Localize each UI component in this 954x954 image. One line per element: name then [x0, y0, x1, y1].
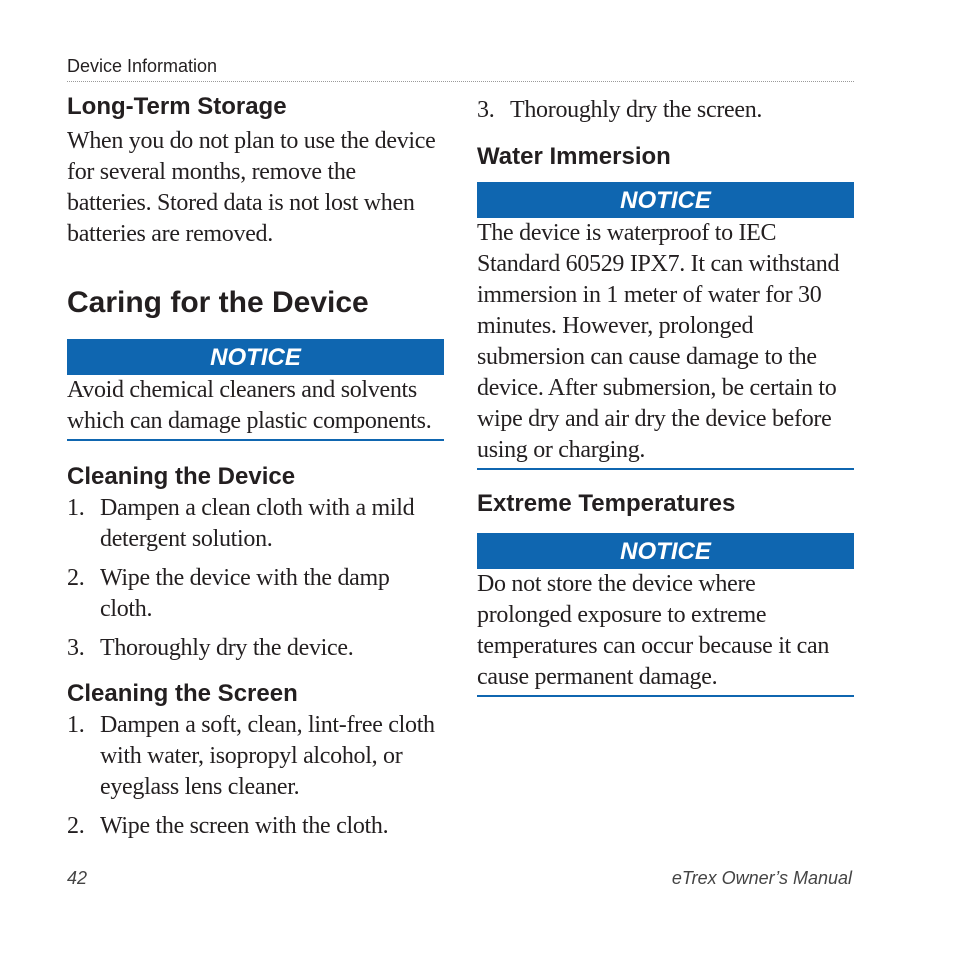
- left-column: [67, 92, 444, 842]
- header-divider: [67, 81, 854, 82]
- list-item: [67, 633, 444, 664]
- step-text: Dampen a soft, clean, lint-free cloth with water, isopropyl alcohol, or eyeglass lens cleaner.: [100, 712, 435, 800]
- long-term-storage-heading: Long-Term Storage: [67, 93, 287, 120]
- step-number: 3.: [67, 635, 85, 661]
- running-header: Device Information: [67, 56, 218, 76]
- caring-notice: [67, 339, 444, 441]
- extreme-notice-text: Do not store the device where prolonged exposure to extreme temperatures can occur because it can cause permanent damage.: [477, 571, 830, 690]
- step-text: Wipe the screen with the cloth.: [100, 813, 389, 839]
- page-number: 42: [67, 868, 88, 888]
- notice-label: NOTICE: [477, 533, 854, 569]
- step-text: Thoroughly dry the screen.: [510, 97, 763, 123]
- water-immersion-heading: Water Immersion: [477, 143, 671, 170]
- list-item: [67, 563, 444, 625]
- step-number: 2.: [67, 813, 85, 839]
- list-item: [67, 811, 444, 842]
- notice-label: NOTICE: [67, 339, 444, 375]
- step-number: 1.: [67, 495, 85, 521]
- step-number: 1.: [67, 712, 85, 738]
- caring-heading: Caring for the Device: [67, 286, 369, 319]
- cleaning-device-steps: [67, 493, 444, 664]
- water-notice-text: The device is waterproof to IEC Standard 60529 IPX7. It can withstand immersion in 1 meter of water for 30 minutes. However, prolonged submersion can cause damage to the device. After submersion, be certain to wipe dry and air dry the device before using or charging.: [477, 220, 840, 463]
- notice-label: NOTICE: [477, 182, 854, 218]
- cleaning-screen-steps: [67, 710, 444, 842]
- list-item: [67, 710, 444, 803]
- extreme-temperatures-heading: Extreme Temperatures: [477, 490, 736, 517]
- cleaning-screen-steps-continued: [477, 95, 854, 126]
- caring-notice-text: Avoid chemical cleaners and solvents which can damage plastic components.: [67, 377, 432, 434]
- water-notice: [477, 182, 854, 470]
- manual-title: eTrex Owner’s Manual: [671, 868, 852, 888]
- long-term-storage-text: When you do not plan to use the device for several months, remove the batteries. Stored data is not lost when batteries are removed.: [67, 128, 436, 247]
- right-column: [477, 92, 854, 697]
- step-number: 2.: [67, 565, 85, 591]
- cleaning-device-heading: Cleaning the Device: [67, 463, 296, 490]
- list-item: [477, 95, 854, 126]
- list-item: [67, 493, 444, 555]
- cleaning-screen-heading: Cleaning the Screen: [67, 680, 298, 707]
- step-number: 3.: [477, 97, 495, 123]
- step-text: Dampen a clean cloth with a mild detergent solution.: [100, 495, 415, 552]
- step-text: Wipe the device with the damp cloth.: [100, 565, 390, 622]
- step-text: Thoroughly dry the device.: [100, 635, 354, 661]
- extreme-notice: [477, 533, 854, 697]
